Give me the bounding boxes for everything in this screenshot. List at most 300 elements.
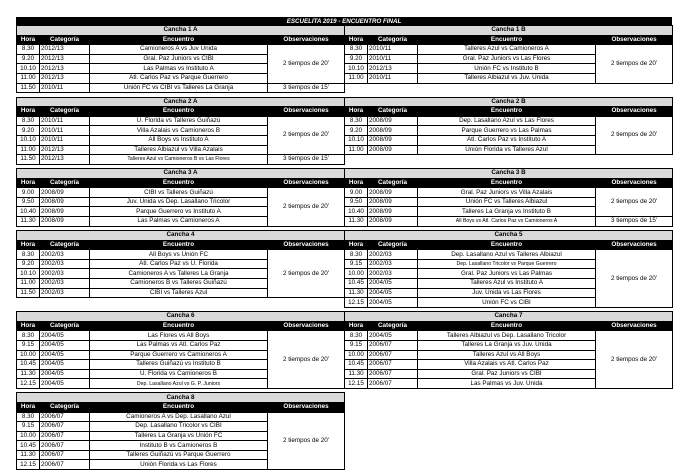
match-encuentro: Las Palmas vs Atl. Carlos Paz: [90, 340, 268, 350]
match-encuentro: Unión FC vs Instituto B: [418, 64, 596, 74]
match-observaciones: 2 tiempos de 20': [596, 116, 673, 154]
match-observaciones: 2 tiempos de 20': [596, 45, 673, 83]
court-name: Cancha 1 A: [17, 26, 345, 36]
match-categoria: 2010/11: [368, 45, 418, 55]
match-row: [345, 188, 673, 198]
col-encuentro: Encuentro: [418, 107, 596, 117]
match-observaciones: 3 tiempos de 15': [268, 155, 345, 165]
match-categoria: 2002/03: [40, 259, 90, 269]
match-encuentro: Unión FC vs CIBI vs Talleres La Granja: [90, 83, 268, 93]
page-title: ESCUELITA 2019 - ENCUENTRO FINAL: [16, 17, 672, 25]
col-observaciones: Observaciones: [268, 178, 345, 188]
match-categoria: 2006/07: [40, 450, 90, 460]
match-categoria: 2008/09: [368, 145, 418, 155]
match-hora: 9.20: [17, 54, 40, 64]
match-encuentro: Gral. Paz Juniors vs Villa Azalais: [418, 188, 596, 198]
col-observaciones: Observaciones: [596, 321, 673, 331]
match-encuentro: Talleres Azul vs Camioneros A: [418, 45, 596, 55]
match-categoria: 2004/05: [368, 279, 418, 289]
match-hora: 10.00: [345, 350, 368, 360]
match-hora: 9.15: [345, 259, 368, 269]
match-categoria: 2010/11: [368, 73, 418, 83]
match-row: [345, 116, 673, 126]
court-section: [344, 168, 672, 227]
match-encuentro: All Boys vs Atl. Carlos Paz vs Camioneros A: [418, 217, 596, 227]
court-table: [16, 230, 345, 298]
match-categoria: 2008/09: [368, 126, 418, 136]
match-categoria: 2002/03: [40, 250, 90, 260]
match-categoria: 2006/07: [368, 360, 418, 370]
match-observaciones: 2 tiempos de 20': [268, 116, 345, 154]
block-row: [16, 392, 672, 470]
col-encuentro: Encuentro: [90, 107, 268, 117]
court-header-row: [17, 393, 345, 403]
court-header-row: [17, 231, 345, 241]
match-categoria: 2012/13: [40, 45, 90, 55]
match-encuentro: Villa Azalais vs Camioneros B: [90, 126, 268, 136]
col-hora: Hora: [17, 321, 40, 331]
match-encuentro: Gral. Paz Juniors vs Las Palmas: [418, 269, 596, 279]
match-categoria: 2002/03: [368, 259, 418, 269]
match-hora: 11.30: [345, 217, 368, 227]
match-encuentro: Las Palmas vs Juv. Unida: [418, 379, 596, 389]
match-encuentro: Dep. Lasallano Azul vs Talleres Albiazul: [418, 250, 596, 260]
match-hora: 8.30: [345, 331, 368, 341]
match-row: [345, 45, 673, 55]
match-encuentro: Talleres Azul vs All Boys: [418, 350, 596, 360]
match-row: [17, 412, 345, 422]
match-hora: 8.30: [345, 250, 368, 260]
match-encuentro: Talleres Azul vs Camioneros B vs Las Flores: [90, 155, 268, 165]
match-categoria: 2012/13: [40, 145, 90, 155]
col-observaciones: Observaciones: [268, 402, 345, 412]
court-table: [16, 25, 345, 93]
match-observaciones: 2 tiempos de 20': [268, 188, 345, 226]
match-hora: 9.00: [345, 188, 368, 198]
court-header-row: [17, 312, 345, 322]
match-hora: 12.15: [17, 460, 40, 470]
match-encuentro: Talleres La Granja vs Unión FC: [90, 431, 268, 441]
col-categoria: Categoría: [368, 178, 418, 188]
match-categoria: 2008/09: [368, 116, 418, 126]
match-encuentro: All Boys vs Unión FC: [90, 250, 268, 260]
court-section: [16, 392, 344, 470]
match-encuentro: Camioneros B vs Talleres Guiñazú: [90, 279, 268, 289]
match-encuentro: Las Palmas vs Instituto A: [90, 64, 268, 74]
match-encuentro: Atl. Carlos Paz vs U. Florida: [90, 259, 268, 269]
match-categoria: 2008/09: [40, 217, 90, 227]
col-hora: Hora: [17, 178, 40, 188]
match-categoria: 2010/11: [40, 83, 90, 93]
match-encuentro: Parque Guerrero vs Instituto A: [90, 207, 268, 217]
match-encuentro: Talleres Guiñazú vs Parque Guerrero: [90, 450, 268, 460]
col-categoria: Categoría: [40, 321, 90, 331]
column-headers: [17, 240, 345, 250]
court-table: [16, 311, 345, 389]
match-encuentro: Talleres Azul vs Instituto A: [418, 279, 596, 289]
court-name: Cancha 1 B: [345, 26, 673, 36]
match-categoria: 2008/09: [368, 207, 418, 217]
match-hora: 11.30: [17, 217, 40, 227]
match-hora: 8.30: [345, 45, 368, 55]
match-hora: 9.15: [17, 422, 40, 432]
match-categoria: 2004/05: [368, 288, 418, 298]
match-row: [345, 331, 673, 341]
court-section: [16, 25, 344, 93]
match-hora: 9.20: [17, 259, 40, 269]
match-categoria: 2006/07: [40, 460, 90, 470]
col-encuentro: Encuentro: [418, 321, 596, 331]
match-categoria: 2012/13: [368, 64, 418, 74]
match-categoria: 2010/11: [40, 116, 90, 126]
col-encuentro: Encuentro: [90, 240, 268, 250]
match-observaciones: 2 tiempos de 20': [268, 250, 345, 298]
col-categoria: Categoría: [368, 321, 418, 331]
match-categoria: 2006/07: [40, 431, 90, 441]
match-encuentro: CIBI vs Talleres Azul: [90, 288, 268, 298]
col-hora: Hora: [345, 240, 368, 250]
court-name: Cancha 7: [345, 312, 673, 322]
match-categoria: 2012/13: [40, 64, 90, 74]
court-header-row: [17, 26, 345, 36]
court-table: [16, 97, 345, 165]
court-header-row: [345, 26, 673, 36]
column-headers: [345, 178, 673, 188]
match-categoria: 2002/03: [368, 269, 418, 279]
match-encuentro: Unión FC vs Talleres Albiazul: [418, 197, 596, 207]
match-categoria: 2006/07: [368, 350, 418, 360]
match-hora: 8.30: [17, 116, 40, 126]
match-categoria: 2008/09: [368, 188, 418, 198]
column-headers: [17, 35, 345, 45]
match-hora: 11.00: [17, 279, 40, 289]
col-encuentro: Encuentro: [90, 178, 268, 188]
match-categoria: 2002/03: [40, 279, 90, 289]
match-observaciones: 2 tiempos de 20': [268, 45, 345, 83]
column-headers: [345, 240, 673, 250]
match-hora: 11.30: [17, 450, 40, 460]
court-name: Cancha 2 B: [345, 97, 673, 107]
col-observaciones: Observaciones: [268, 240, 345, 250]
match-hora: 10.10: [345, 64, 368, 74]
match-categoria: 2006/07: [40, 441, 90, 451]
match-encuentro: Las Flores vs All Boys: [90, 331, 268, 341]
col-categoria: Categoría: [40, 35, 90, 45]
col-hora: Hora: [17, 107, 40, 117]
match-observaciones: 2 tiempos de 20': [268, 412, 345, 470]
match-encuentro: Atl. Carlos Paz vs Instituto A: [418, 135, 596, 145]
court-section: [344, 97, 672, 165]
match-hora: 11.30: [17, 369, 40, 379]
match-hora: 10.45: [345, 279, 368, 289]
match-categoria: 2006/07: [368, 369, 418, 379]
court-section: [344, 230, 672, 308]
match-categoria: 2008/09: [40, 197, 90, 207]
match-hora: 9.00: [17, 188, 40, 198]
match-hora: 8.30: [17, 45, 40, 55]
court-name: Cancha 8: [17, 393, 345, 403]
col-hora: Hora: [17, 240, 40, 250]
match-encuentro: Villa Azalais vs Atl. Carlos Paz: [418, 360, 596, 370]
match-hora: 10.00: [17, 431, 40, 441]
match-hora: 10.00: [17, 350, 40, 360]
match-encuentro: Gral. Paz Juniors vs CIBI: [418, 369, 596, 379]
match-categoria: 2004/05: [40, 340, 90, 350]
match-hora: 11.30: [345, 369, 368, 379]
match-hora: 11.30: [345, 288, 368, 298]
col-observaciones: Observaciones: [596, 35, 673, 45]
court-name: Cancha 4: [17, 231, 345, 241]
match-row: [17, 45, 345, 55]
empty-section: [344, 392, 672, 470]
match-categoria: 2004/05: [40, 379, 90, 389]
match-hora: 9.50: [17, 197, 40, 207]
match-categoria: 2008/09: [368, 197, 418, 207]
col-hora: Hora: [345, 321, 368, 331]
match-encuentro: Instituto B vs Camioneros B: [90, 441, 268, 451]
match-categoria: 2004/05: [40, 369, 90, 379]
match-categoria: 2004/05: [40, 350, 90, 360]
match-observaciones: 3 tiempos de 15': [596, 217, 673, 227]
match-categoria: 2008/09: [368, 135, 418, 145]
court-section: [344, 311, 672, 389]
match-encuentro: Talleres Albiazul vs Villa Azalais: [90, 145, 268, 155]
match-encuentro: Gral. Paz Juniors vs Las Flores: [418, 54, 596, 64]
match-categoria: 2010/11: [368, 54, 418, 64]
col-categoria: Categoría: [40, 402, 90, 412]
match-categoria: 2002/03: [40, 269, 90, 279]
column-headers: [345, 35, 673, 45]
match-hora: 9.20: [17, 126, 40, 136]
court-name: Cancha 3 A: [17, 169, 345, 179]
match-row: [345, 217, 673, 227]
col-hora: Hora: [345, 107, 368, 117]
match-row: [345, 250, 673, 260]
match-categoria: 2004/05: [40, 331, 90, 341]
col-categoria: Categoría: [40, 240, 90, 250]
block-row: [16, 97, 672, 165]
match-categoria: 2002/03: [368, 250, 418, 260]
match-hora: 10.45: [345, 360, 368, 370]
court-table: [344, 25, 673, 84]
match-categoria: 2006/07: [368, 379, 418, 389]
match-encuentro: Unión Florida vs Las Flores: [90, 460, 268, 470]
match-hora: 9.20: [345, 54, 368, 64]
match-encuentro: Dep. Lasallano Tricolor vs Parque Guerrero: [418, 259, 596, 269]
match-row: [17, 116, 345, 126]
match-hora: 10.45: [17, 360, 40, 370]
match-encuentro: Talleres Albiazul vs Dep. Lasallano Tricolor: [418, 331, 596, 341]
match-hora: 11.00: [345, 145, 368, 155]
match-encuentro: U. Florida vs Camioneros B: [90, 369, 268, 379]
match-hora: 12.15: [345, 379, 368, 389]
match-hora: 10.10: [345, 135, 368, 145]
match-hora: 10.45: [17, 441, 40, 451]
column-headers: [345, 321, 673, 331]
match-categoria: 2012/13: [40, 155, 90, 165]
col-observaciones: Observaciones: [596, 240, 673, 250]
court-section: [16, 311, 344, 389]
match-categoria: 2008/09: [40, 188, 90, 198]
col-categoria: Categoría: [40, 107, 90, 117]
match-hora: 10.40: [17, 207, 40, 217]
match-categoria: 2006/07: [368, 340, 418, 350]
match-encuentro: Juv. Unida vs Dep. Lasallano Tricolor: [90, 197, 268, 207]
match-categoria: 2012/13: [40, 73, 90, 83]
match-hora: 10.40: [345, 207, 368, 217]
col-hora: Hora: [345, 35, 368, 45]
court-section: [16, 97, 344, 165]
col-encuentro: Encuentro: [90, 402, 268, 412]
match-encuentro: Juv. Unida vs Las Flores: [418, 288, 596, 298]
court-header-row: [17, 97, 345, 107]
match-hora: 11.50: [17, 288, 40, 298]
match-row: [17, 331, 345, 341]
col-hora: Hora: [345, 178, 368, 188]
match-encuentro: CIBI vs Talleres Guiñazú: [90, 188, 268, 198]
column-headers: [17, 321, 345, 331]
col-observaciones: Observaciones: [268, 35, 345, 45]
column-headers: [345, 107, 673, 117]
match-hora: 9.15: [17, 340, 40, 350]
court-name: Cancha 5: [345, 231, 673, 241]
match-hora: 10.00: [345, 269, 368, 279]
court-table: [344, 230, 673, 308]
match-row: [17, 155, 345, 165]
match-categoria: 2002/03: [40, 288, 90, 298]
match-hora: 9.15: [345, 340, 368, 350]
court-header-row: [345, 231, 673, 241]
col-hora: Hora: [17, 35, 40, 45]
court-table: [344, 97, 673, 156]
match-encuentro: Camioneros A vs Juv Unida: [90, 45, 268, 55]
col-encuentro: Encuentro: [90, 321, 268, 331]
match-encuentro: Dep. Lasallano Tricolor vs CIBI: [90, 422, 268, 432]
match-hora: 10.10: [17, 135, 40, 145]
match-row: [17, 83, 345, 93]
court-header-row: [345, 169, 673, 179]
court-section: [16, 168, 344, 227]
court-table: [344, 311, 673, 389]
block-row: [16, 230, 672, 308]
court-header-row: [17, 169, 345, 179]
match-hora: 10.10: [17, 64, 40, 74]
match-encuentro: Camioneros A vs Talleres La Granja: [90, 269, 268, 279]
match-hora: 11.50: [17, 83, 40, 93]
match-categoria: 2006/07: [40, 412, 90, 422]
col-categoria: Categoría: [368, 107, 418, 117]
court-blocks: [16, 25, 672, 470]
match-categoria: 2004/05: [368, 331, 418, 341]
match-hora: 11.50: [17, 155, 40, 165]
match-encuentro: Talleres La Granja vs Juv. Unida: [418, 340, 596, 350]
match-hora: 9.50: [345, 197, 368, 207]
col-observaciones: Observaciones: [596, 107, 673, 117]
court-table: [16, 392, 345, 470]
court-name: Cancha 6: [17, 312, 345, 322]
col-observaciones: Observaciones: [268, 107, 345, 117]
match-encuentro: Talleres La Granja vs Instituto B: [418, 207, 596, 217]
col-encuentro: Encuentro: [90, 35, 268, 45]
col-hora: Hora: [17, 402, 40, 412]
court-header-row: [345, 97, 673, 107]
match-encuentro: Unión Florida vs Talleres Azul: [418, 145, 596, 155]
match-observaciones: 2 tiempos de 20': [596, 331, 673, 389]
match-encuentro: Talleres Guiñazú vs Instituto B: [90, 360, 268, 370]
col-categoria: Categoría: [368, 35, 418, 45]
match-observaciones: 2 tiempos de 20': [596, 188, 673, 217]
match-encuentro: Parque Guerrero vs Las Palmas: [418, 126, 596, 136]
match-categoria: 2006/07: [40, 422, 90, 432]
match-encuentro: Dep. Lasallano Azul vs Las Flores: [418, 116, 596, 126]
court-section: [344, 25, 672, 93]
match-encuentro: All Boys vs Instituto A: [90, 135, 268, 145]
block-row: [16, 168, 672, 227]
match-categoria: 2008/09: [368, 217, 418, 227]
match-categoria: 2010/11: [40, 135, 90, 145]
match-hora: 11.00: [17, 145, 40, 155]
match-row: [17, 250, 345, 260]
match-encuentro: Parque Guerrero vs Camioneros A: [90, 350, 268, 360]
court-header-row: [345, 312, 673, 322]
match-encuentro: Dep. Lasallano Azul vs G. P. Juniors: [90, 379, 268, 389]
col-categoria: Categoría: [40, 178, 90, 188]
court-table: [16, 168, 345, 227]
block-row: [16, 25, 672, 93]
match-categoria: 2004/05: [368, 298, 418, 308]
block-row: [16, 311, 672, 389]
court-name: Cancha 2 A: [17, 97, 345, 107]
col-categoria: Categoría: [368, 240, 418, 250]
match-categoria: 2008/09: [40, 207, 90, 217]
match-hora: 12.15: [17, 379, 40, 389]
match-hora: 11.00: [345, 73, 368, 83]
col-encuentro: Encuentro: [418, 240, 596, 250]
col-encuentro: Encuentro: [418, 178, 596, 188]
match-encuentro: Talleres Albiazul vs Juv. Unida: [418, 73, 596, 83]
match-hora: 12.15: [345, 298, 368, 308]
match-hora: 11.00: [17, 73, 40, 83]
col-observaciones: Observaciones: [596, 178, 673, 188]
court-section: [16, 230, 344, 308]
court-name: Cancha 3 B: [345, 169, 673, 179]
column-headers: [17, 178, 345, 188]
match-hora: 8.30: [17, 412, 40, 422]
match-categoria: 2004/05: [40, 360, 90, 370]
match-categoria: 2010/11: [40, 126, 90, 136]
match-encuentro: Atl. Carlos Paz vs Parque Guerrero: [90, 73, 268, 83]
match-hora: 10.10: [17, 269, 40, 279]
schedule-sheet: [16, 17, 672, 470]
match-hora: 8.30: [345, 116, 368, 126]
column-headers: [17, 402, 345, 412]
match-observaciones: 2 tiempos de 20': [596, 250, 673, 308]
col-encuentro: Encuentro: [418, 35, 596, 45]
match-categoria: 2012/13: [40, 54, 90, 64]
match-hora: 8.30: [17, 331, 40, 341]
match-hora: 9.20: [345, 126, 368, 136]
match-row: [17, 188, 345, 198]
match-encuentro: Unión FC vs CIBI: [418, 298, 596, 308]
match-encuentro: Gral. Paz Juniors vs CIBI: [90, 54, 268, 64]
match-encuentro: Camioneros A vs Dep. Lasallano Azul: [90, 412, 268, 422]
match-encuentro: U. Florida vs Talleres Guiñazú: [90, 116, 268, 126]
match-hora: 8.30: [17, 250, 40, 260]
match-observaciones: 2 tiempos de 20': [268, 331, 345, 389]
column-headers: [17, 107, 345, 117]
col-observaciones: Observaciones: [268, 321, 345, 331]
match-encuentro: Las Palmas vs Camioneros A: [90, 217, 268, 227]
